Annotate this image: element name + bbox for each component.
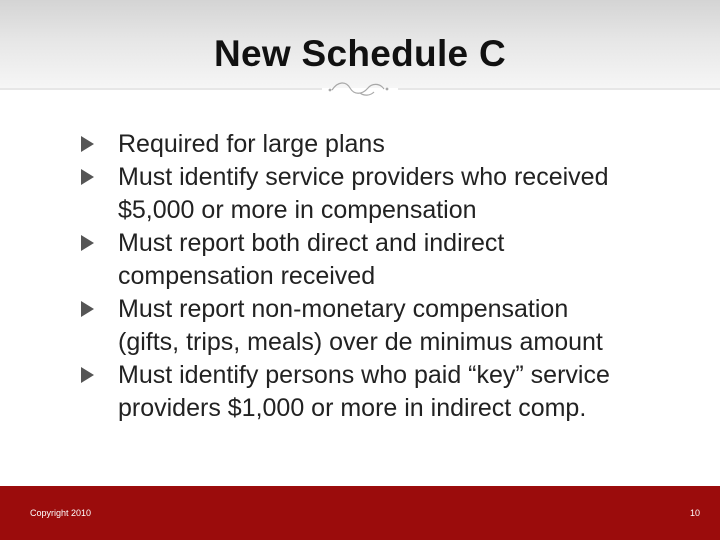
bullet-text: Required for large plans [118,130,385,158]
triangle-right-icon [81,169,94,185]
copyright-text: Copyright 2010 [30,508,92,518]
slide-title: New Schedule C [213,33,507,74]
bullet-item [72,227,692,293]
bullet-list [72,128,692,425]
slide-header [0,0,720,88]
bullet-text: $5,000 or more in compensation [118,196,477,224]
bullet-text: (gifts, trips, meals) over de minimus amount [118,328,603,356]
bullet-item [72,359,692,425]
bullet-item [72,161,692,227]
bullet-text: Must report non-monetary compensation [118,295,569,323]
flourish-ornament-icon [0,79,720,99]
bullet-text: Must identify persons who paid “key” service [118,361,610,389]
bullet-item [72,128,692,161]
triangle-right-icon [81,367,94,383]
page-number: 10 [689,508,700,518]
triangle-right-icon [81,301,94,317]
triangle-right-icon [81,136,94,152]
triangle-right-icon [81,235,94,251]
bullet-text: compensation received [118,262,376,290]
slide-footer [0,486,720,540]
bullet-item [72,293,692,359]
bullet-text: Must identify service providers who received [118,163,609,191]
bullet-text: Must report both direct and indirect [118,229,505,257]
bullet-text: providers $1,000 or more in indirect comp. [118,394,587,422]
